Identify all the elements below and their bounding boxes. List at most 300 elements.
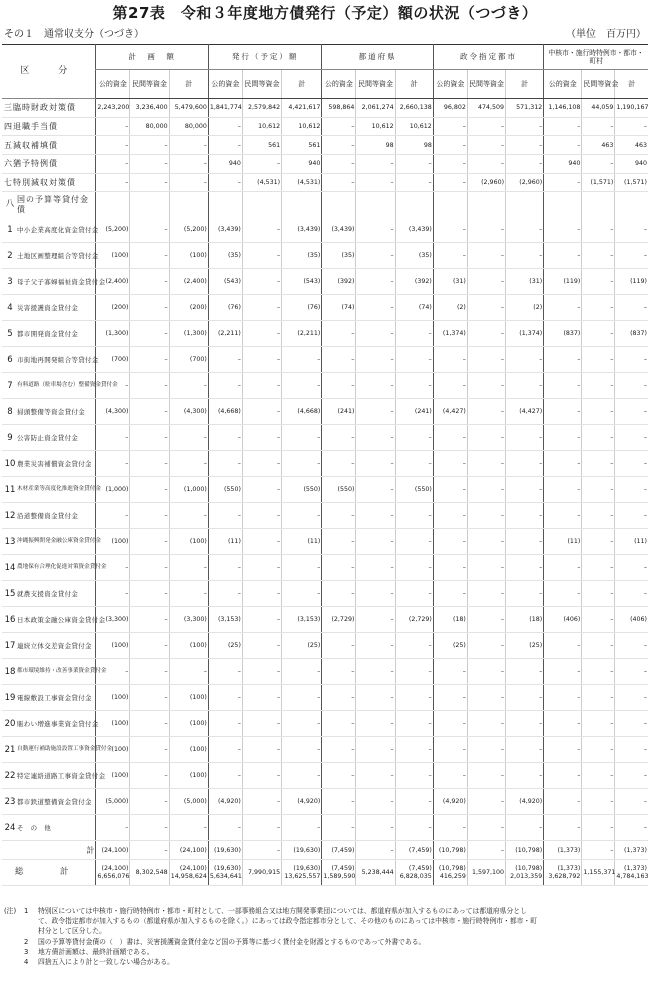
empty-cell xyxy=(96,192,130,218)
table-row xyxy=(2,477,648,503)
value-cell: – xyxy=(322,529,356,555)
value-cell: (100) xyxy=(96,243,130,269)
row-number: 4 xyxy=(7,302,13,313)
value-cell: (2,400) xyxy=(169,269,208,295)
total-cell xyxy=(96,860,130,886)
empty-cell xyxy=(356,192,395,218)
value-cell: – xyxy=(130,737,169,763)
subheader-total: 計 xyxy=(395,70,433,99)
value-cell: – xyxy=(615,685,648,711)
value-cell: – xyxy=(395,373,433,399)
row-label xyxy=(2,815,96,841)
value-cell: – xyxy=(242,243,281,269)
value-cell: – xyxy=(395,633,433,659)
value-cell: 561 xyxy=(242,136,281,155)
value-cell: – xyxy=(322,117,356,136)
value-cell: – xyxy=(615,789,648,815)
value-cell: (3,439) xyxy=(208,217,242,243)
value-cell: (1,374) xyxy=(506,321,544,347)
value-cell: – xyxy=(208,373,242,399)
value-cell: – xyxy=(467,399,505,425)
row-number: 18 xyxy=(4,666,16,677)
row-number: 13 xyxy=(4,536,16,547)
total-top-value: (24,100) xyxy=(179,865,207,873)
row-number: 19 xyxy=(4,692,16,703)
total-cell xyxy=(433,860,467,886)
table-subtitle: その１ 通常収支分（つづき） xyxy=(4,29,144,40)
row-label xyxy=(2,243,99,269)
value-cell: – xyxy=(356,373,395,399)
table-row xyxy=(2,136,648,155)
value-cell: – xyxy=(130,399,169,425)
row-number: 16 xyxy=(4,614,16,625)
value-cell: (3,300) xyxy=(169,607,208,633)
value-cell: – xyxy=(282,347,322,373)
value-cell: – xyxy=(544,763,582,789)
value-cell: – xyxy=(433,243,467,269)
row-label xyxy=(2,529,101,555)
value-cell: – xyxy=(169,173,208,192)
value-cell: (76) xyxy=(282,295,322,321)
row-label xyxy=(2,217,99,243)
subheader-total: 計 xyxy=(282,70,322,99)
value-cell: – xyxy=(130,581,169,607)
row-name: 連続立体交差資金貸付金 xyxy=(17,641,92,650)
row-name: 特定連絡道路工事資金貸付金 xyxy=(17,771,106,780)
value-cell: – xyxy=(130,607,169,633)
value-cell: – xyxy=(322,451,356,477)
total-bottom-value: 13,625,557 xyxy=(284,872,321,880)
value-cell: – xyxy=(544,136,582,155)
row-label xyxy=(2,373,118,399)
row-label xyxy=(2,763,106,789)
table-row xyxy=(2,217,648,243)
value-cell: – xyxy=(582,789,615,815)
value-cell: – xyxy=(467,529,505,555)
value-cell: (4,300) xyxy=(169,399,208,425)
value-cell: – xyxy=(208,503,242,529)
value-cell: – xyxy=(356,841,395,860)
value-cell: – xyxy=(544,373,582,399)
subtotal-row xyxy=(2,841,648,860)
total-bottom-value: 1,589,590 xyxy=(323,872,356,880)
value-cell: (1,374) xyxy=(433,321,467,347)
value-cell: – xyxy=(467,659,505,685)
row-label xyxy=(2,399,96,425)
value-cell: (543) xyxy=(282,269,322,295)
value-cell: – xyxy=(356,347,395,373)
empty-cell xyxy=(282,192,322,218)
value-cell: – xyxy=(322,173,356,192)
value-cell: – xyxy=(467,295,505,321)
value-cell: – xyxy=(356,243,395,269)
value-cell: – xyxy=(282,503,322,529)
notes-section xyxy=(4,906,646,967)
subheader-total: 計 xyxy=(615,70,648,99)
value-cell: – xyxy=(356,737,395,763)
value-cell: – xyxy=(96,173,130,192)
value-cell: – xyxy=(208,117,242,136)
row-number: 17 xyxy=(4,640,16,651)
value-cell: – xyxy=(242,477,281,503)
empty-cell xyxy=(130,192,169,218)
table-row xyxy=(2,607,648,633)
row-name: 中小企業高度化資金貸付金 xyxy=(17,225,99,234)
value-cell: (10,798) xyxy=(506,841,544,860)
value-cell: – xyxy=(322,763,356,789)
value-cell: – xyxy=(582,399,615,425)
value-cell: – xyxy=(242,659,281,685)
value-cell: – xyxy=(544,659,582,685)
value-cell: (4,427) xyxy=(506,399,544,425)
group-header-municipalities: 中核市・施行時特例市・都市・町村 xyxy=(544,45,648,70)
total-cell xyxy=(130,860,169,886)
row-label xyxy=(2,451,96,477)
unit-label: （単位 百万円） xyxy=(566,29,646,40)
bond-issuance-table xyxy=(2,44,648,886)
row-number: 3 xyxy=(7,276,13,287)
value-cell: – xyxy=(544,173,582,192)
row-name: 市街地再開発組合等貸付金 xyxy=(17,355,99,364)
value-cell: – xyxy=(242,633,281,659)
value-cell: – xyxy=(615,815,648,841)
subheader-public-funds: 公的資金 xyxy=(322,70,356,99)
value-cell: – xyxy=(582,269,615,295)
row-number: 12 xyxy=(4,510,16,521)
value-cell: (4,920) xyxy=(506,789,544,815)
value-cell: – xyxy=(242,155,281,174)
value-cell: (3,153) xyxy=(208,607,242,633)
value-cell: (100) xyxy=(169,529,208,555)
value-cell: – xyxy=(208,737,242,763)
value-cell: – xyxy=(356,321,395,347)
value-cell: – xyxy=(242,451,281,477)
value-cell: (4,531) xyxy=(242,173,281,192)
value-cell: (392) xyxy=(395,269,433,295)
value-cell: – xyxy=(356,659,395,685)
row-name: 自動運行補助施設設置工事資金貸付金 xyxy=(17,746,113,753)
value-cell: – xyxy=(282,555,322,581)
value-cell: – xyxy=(615,217,648,243)
value-cell: – xyxy=(130,763,169,789)
total-cell xyxy=(615,860,648,886)
subheader-public-funds: 公的資金 xyxy=(96,70,130,99)
total-top-value: (1,373) xyxy=(557,865,581,873)
row-name: 都市鉄道整備資金貸付金 xyxy=(17,797,92,806)
value-cell: – xyxy=(169,451,208,477)
value-cell: (392) xyxy=(322,269,356,295)
note-number: 4 xyxy=(24,958,29,967)
value-cell: – xyxy=(544,243,582,269)
value-cell: – xyxy=(467,117,505,136)
empty-cell xyxy=(169,192,208,218)
value-cell: – xyxy=(506,685,544,711)
table-row xyxy=(2,555,648,581)
value-cell: – xyxy=(169,136,208,155)
row-name: 災害援護資金貸付金 xyxy=(17,303,79,312)
empty-cell xyxy=(467,192,505,218)
value-cell: – xyxy=(96,555,130,581)
empty-cell xyxy=(208,192,242,218)
value-cell: (7,459) xyxy=(322,841,356,860)
value-cell: – xyxy=(322,789,356,815)
value-cell: – xyxy=(506,117,544,136)
total-cell xyxy=(322,860,356,886)
row-number: 23 xyxy=(4,796,16,807)
total-bottom-value: 5,238,444 xyxy=(361,869,394,876)
value-cell: – xyxy=(356,477,395,503)
value-cell: – xyxy=(544,685,582,711)
empty-cell xyxy=(322,192,356,218)
value-cell: (100) xyxy=(96,685,130,711)
value-cell: – xyxy=(582,555,615,581)
value-cell: – xyxy=(506,503,544,529)
value-cell: – xyxy=(282,659,322,685)
row-label xyxy=(2,99,96,118)
value-cell: – xyxy=(582,321,615,347)
value-cell: (35) xyxy=(395,243,433,269)
value-cell: – xyxy=(433,477,467,503)
value-cell: (24,100) xyxy=(169,841,208,860)
value-cell: – xyxy=(467,555,505,581)
note-line-5 xyxy=(4,947,646,957)
value-cell: – xyxy=(582,477,615,503)
value-cell: – xyxy=(208,685,242,711)
value-cell: – xyxy=(467,269,505,295)
subheader-public-funds: 公的資金 xyxy=(544,70,582,99)
value-cell: – xyxy=(506,477,544,503)
subheader-private-funds: 民間等資金 xyxy=(130,70,169,99)
row-label xyxy=(2,633,96,659)
value-cell: – xyxy=(208,555,242,581)
value-cell: – xyxy=(433,581,467,607)
row-number: 三 xyxy=(4,103,12,113)
value-cell: – xyxy=(582,373,615,399)
value-cell: (543) xyxy=(208,269,242,295)
value-cell: (5,200) xyxy=(169,217,208,243)
row-name: 特別減収対策債 xyxy=(13,178,76,187)
value-cell: – xyxy=(395,711,433,737)
value-cell: (837) xyxy=(615,321,648,347)
total-bottom-value: 4,784,163 xyxy=(616,872,649,880)
value-cell: (119) xyxy=(544,269,582,295)
empty-cell xyxy=(544,192,582,218)
value-cell: – xyxy=(467,477,505,503)
value-cell: 940 xyxy=(282,155,322,174)
value-cell: 44,059 xyxy=(582,99,615,118)
value-cell: – xyxy=(506,243,544,269)
value-cell: (2) xyxy=(433,295,467,321)
value-cell: – xyxy=(322,503,356,529)
row-name: 農地保有合理化促進対策資金貸付金 xyxy=(17,564,107,571)
section-label xyxy=(2,192,96,218)
value-cell: – xyxy=(433,685,467,711)
value-cell: – xyxy=(395,555,433,581)
table-body xyxy=(2,99,648,886)
value-cell: – xyxy=(322,711,356,737)
total-cell xyxy=(282,860,322,886)
value-cell: – xyxy=(282,737,322,763)
value-cell: – xyxy=(582,295,615,321)
value-cell: (241) xyxy=(395,399,433,425)
value-cell: – xyxy=(282,711,322,737)
value-cell: – xyxy=(96,117,130,136)
total-bottom-value: 3,628,792 xyxy=(548,872,581,880)
value-cell: – xyxy=(615,503,648,529)
value-cell: – xyxy=(96,659,130,685)
note-text: て、政令指定都市が加入するもの（都道府県が加入するものを除く。）にあっては政令指定都市分として、その他のものにあっては中核市・施行時特例市・都市・町 xyxy=(38,917,538,926)
note-number: 1 xyxy=(24,907,29,915)
table-row xyxy=(2,373,648,399)
note-text: 特別区については中核市・施行時特例市・都市・町村として、一部事務組合又は地方開発事業団については、都道府県が加入するものにあっては都道府県分とし xyxy=(38,907,527,915)
value-cell: – xyxy=(433,451,467,477)
value-cell: – xyxy=(282,581,322,607)
value-cell: – xyxy=(208,763,242,789)
value-cell: (200) xyxy=(169,295,208,321)
value-cell: – xyxy=(356,763,395,789)
total-bottom-value: 6,828,035 xyxy=(399,872,432,880)
value-cell: – xyxy=(356,529,395,555)
note-line-2 xyxy=(4,916,646,926)
value-cell: (19,630) xyxy=(282,841,322,860)
row-number: 10 xyxy=(4,458,16,469)
value-cell: (100) xyxy=(169,243,208,269)
subheader-public-funds: 公的資金 xyxy=(208,70,242,99)
value-cell: – xyxy=(96,155,130,174)
total-top-value: (19,630) xyxy=(293,865,321,873)
note-text: 四捨五入により計と一致しない場合がある。 xyxy=(38,958,174,967)
value-cell: – xyxy=(582,117,615,136)
value-cell: – xyxy=(544,217,582,243)
value-cell: – xyxy=(433,425,467,451)
value-cell: (24,100) xyxy=(96,841,130,860)
value-cell: – xyxy=(506,581,544,607)
value-cell: – xyxy=(322,136,356,155)
notes-label: (注) xyxy=(4,907,17,915)
table-row xyxy=(2,815,648,841)
value-cell: 10,612 xyxy=(395,117,433,136)
row-name: 沿道整備資金貸付金 xyxy=(17,511,79,520)
value-cell: (25) xyxy=(506,633,544,659)
empty-cell xyxy=(242,192,281,218)
grand-total-row xyxy=(2,860,648,886)
value-cell: – xyxy=(433,155,467,174)
value-cell: – xyxy=(96,373,130,399)
row-label xyxy=(2,269,106,295)
value-cell: – xyxy=(242,763,281,789)
value-cell: – xyxy=(506,136,544,155)
value-cell: – xyxy=(615,243,648,269)
row-label xyxy=(2,581,96,607)
subheader-private-funds: 民間等資金 xyxy=(242,70,281,99)
value-cell: – xyxy=(467,841,505,860)
grand-total-label: 総 計 xyxy=(2,860,96,886)
value-cell: – xyxy=(130,685,169,711)
value-cell: – xyxy=(582,659,615,685)
value-cell: – xyxy=(582,347,615,373)
value-cell: – xyxy=(356,269,395,295)
value-cell: 80,000 xyxy=(130,117,169,136)
total-cell xyxy=(582,860,615,886)
table-row xyxy=(2,581,648,607)
table-row xyxy=(2,117,648,136)
value-cell: – xyxy=(615,347,648,373)
value-cell: – xyxy=(544,117,582,136)
value-cell: – xyxy=(582,529,615,555)
row-number: 9 xyxy=(7,432,13,443)
value-cell: – xyxy=(615,633,648,659)
total-bottom-value: 6,656,076 xyxy=(97,872,130,880)
row-label xyxy=(2,117,96,136)
value-cell: – xyxy=(282,763,322,789)
value-cell: – xyxy=(544,581,582,607)
value-cell: – xyxy=(242,321,281,347)
value-cell: – xyxy=(356,711,395,737)
value-cell: 1,190,167 xyxy=(615,99,648,118)
value-cell: (4,920) xyxy=(433,789,467,815)
value-cell: – xyxy=(544,633,582,659)
value-cell: – xyxy=(506,217,544,243)
value-cell: – xyxy=(356,607,395,633)
value-cell: – xyxy=(615,659,648,685)
value-cell: – xyxy=(242,737,281,763)
row-name: 公害防止資金貸付金 xyxy=(17,433,79,442)
value-cell: – xyxy=(169,815,208,841)
table-row xyxy=(2,503,648,529)
table-row xyxy=(2,789,648,815)
value-cell: (11) xyxy=(208,529,242,555)
value-cell: – xyxy=(544,711,582,737)
value-cell: – xyxy=(506,763,544,789)
value-cell: – xyxy=(130,841,169,860)
value-cell: – xyxy=(433,347,467,373)
value-cell: – xyxy=(130,321,169,347)
table-row xyxy=(2,451,648,477)
value-cell: – xyxy=(96,503,130,529)
value-cell: – xyxy=(322,555,356,581)
value-cell: (18) xyxy=(506,607,544,633)
note-text: 国の予算等貸付金債の（ ）書は、災害援護資金貸付金など国の予算等に基づく貸付金を財源とするものであって外書である。 xyxy=(38,937,426,946)
value-cell: – xyxy=(242,373,281,399)
value-cell: – xyxy=(582,425,615,451)
value-cell: 940 xyxy=(544,155,582,174)
row-name: 電線敷設工事資金貸付金 xyxy=(17,693,92,702)
value-cell: – xyxy=(395,503,433,529)
table-row xyxy=(2,321,648,347)
value-cell: (11) xyxy=(282,529,322,555)
value-cell: (35) xyxy=(208,243,242,269)
value-cell: – xyxy=(544,789,582,815)
value-cell: – xyxy=(467,711,505,737)
row-number: 24 xyxy=(4,822,16,833)
value-cell: (3,300) xyxy=(96,607,130,633)
value-cell: – xyxy=(395,347,433,373)
value-cell: – xyxy=(282,685,322,711)
value-cell: – xyxy=(130,295,169,321)
value-cell: – xyxy=(242,711,281,737)
value-cell: (241) xyxy=(322,399,356,425)
total-bottom-value: 14,958,624 xyxy=(170,872,207,880)
value-cell: – xyxy=(130,155,169,174)
value-cell: (35) xyxy=(282,243,322,269)
row-number: 11 xyxy=(4,484,16,495)
value-cell: – xyxy=(615,581,648,607)
row-number: 5 xyxy=(7,328,13,339)
value-cell: – xyxy=(544,295,582,321)
value-cell: (550) xyxy=(282,477,322,503)
value-cell: (19,630) xyxy=(208,841,242,860)
table-row xyxy=(2,685,648,711)
